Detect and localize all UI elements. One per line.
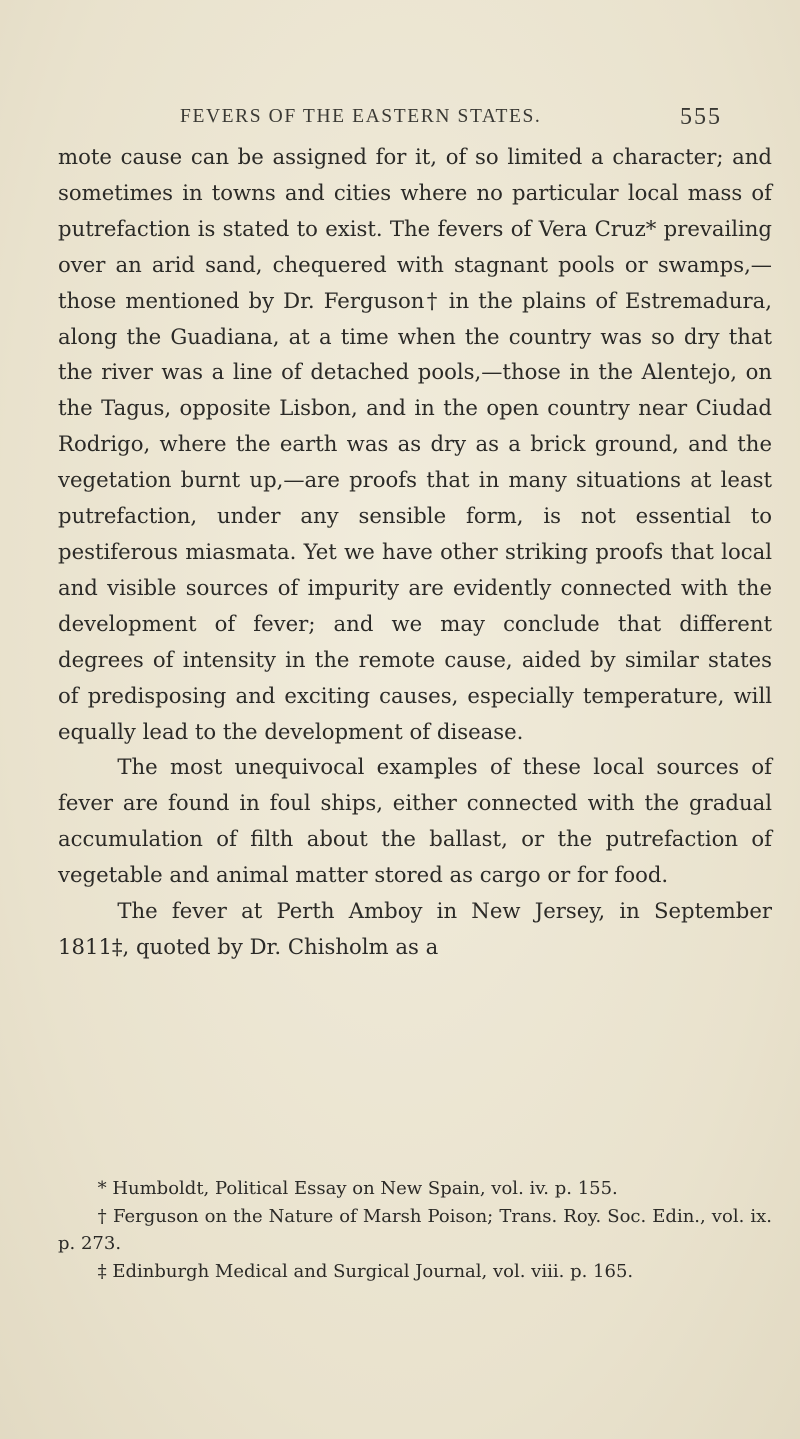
running-title: FEVERS OF THE EASTERN STATES. — [180, 106, 542, 127]
main-text — [58, 139, 772, 965]
footnotes — [58, 1175, 772, 1285]
footnote: † Ferguson on the Nature of Marsh Poison; Trans. Roy. Soc. Edin., vol. ix. p. 273. — [58, 1205, 772, 1254]
page-number: 555 — [680, 104, 722, 130]
footnote: * Humboldt, Political Essay on New Spain, vol. iv. p. 155. — [97, 1178, 618, 1199]
paragraph: mote cause can be assigned for it, of so limited a character; and sometimes in towns and cities where no particular local mass of putrefaction is stated to exist. The fevers of Vera Cruz* prevailing over an arid sand, chequered with stagnant pools or swamps,—those mentioned by Dr. Ferguson† in the plains of Estremadura, along the Guadiana, at a time when the country was so dry that the river was a line of detached pools,—those in the Alentejo, on the Tagus, opposite Lisbon, and in the open country near Ciudad Rodrigo, where the earth was as dry as a brick ground, and the vegetation burnt up,—are proofs that in many situations at least putrefaction, under any sensible form, is not essential to pestiferous miasmata. Yet we have other striking proofs that local and visible sources of impurity are evidently connected with the development of fever; and we may conclude that different degrees of intensity in the remote cause, aided by similar states of predisposing and exciting causes, especially temperature, will equally lead to the development of disease. — [58, 144, 772, 744]
page-header — [0, 96, 800, 136]
footnote: ‡ Edinburgh Medical and Surgical Journal, vol. viii. p. 165. — [97, 1260, 634, 1282]
paragraph: The most unequivocal examples of these local sources of fever are found in foul ships, either connected with the gradual accumulation of filth about the ballast, or the putrefaction of vegetable and animal matter stored as cargo or for food. — [58, 754, 772, 888]
paragraph: The fever at Perth Amboy in New Jersey, in September 1811‡, quoted by Dr. Chisholm as a — [58, 898, 772, 959]
